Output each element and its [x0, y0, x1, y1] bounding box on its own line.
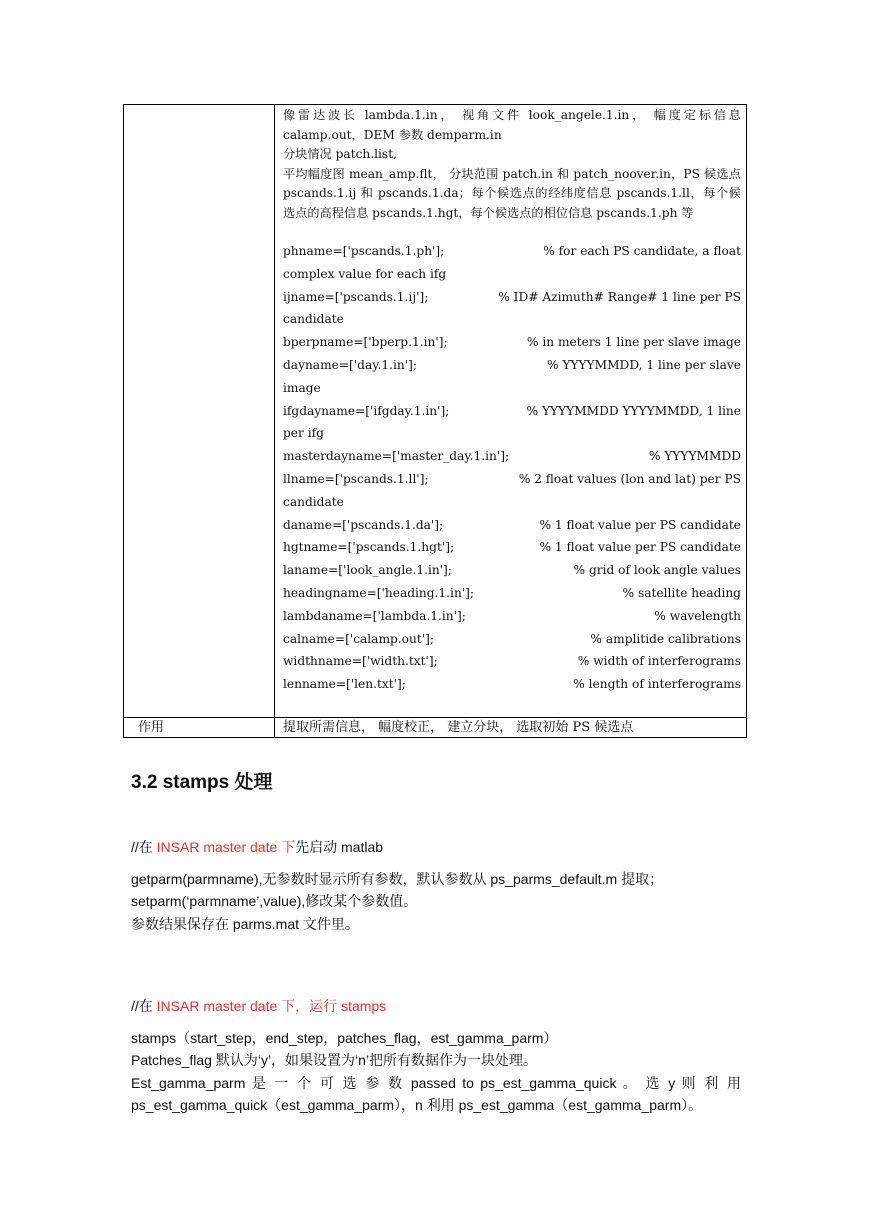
- code-comment: % satellite heading: [622, 585, 741, 600]
- code-comment-continuation: image: [283, 380, 321, 395]
- code-text: lenname=['len.txt'];: [283, 677, 406, 692]
- code-comment: % width of interferograms: [577, 654, 741, 669]
- code-comment-continuation: per ifg: [283, 426, 324, 441]
- code-line: [283, 582, 741, 605]
- setparm-line: setparm(‘parmname’,value),修改某个参数值。: [131, 893, 418, 909]
- code-comment-continuation: complex value for each ifg: [283, 266, 447, 281]
- stamps-call-line: stamps（start_step，end_step，patches_flag，est_gamma_parm）: [131, 1029, 558, 1046]
- info-table: [123, 104, 747, 738]
- code-comment: % 2 float values (lon and lat) per PS: [518, 471, 741, 486]
- code-comment: % YYYYMMDD: [648, 449, 741, 464]
- code-line: [283, 468, 741, 491]
- code-comment: % amplitide calibrations: [590, 631, 741, 646]
- role-label: 作用: [138, 720, 165, 735]
- code-text: widthname=['width.txt'];: [283, 654, 438, 669]
- code-line: [283, 650, 741, 673]
- code-text: lambdaname=['lambda.1.in'];: [283, 608, 466, 623]
- section-heading: 3.2 stamps 处理: [131, 772, 273, 793]
- instruction-heading: [131, 836, 741, 859]
- gamma-quick-line: ps_est_gamma_quick（est_gamma_parm），n 利用 ps_est_gamma（est_gamma_parm）。: [131, 1097, 703, 1113]
- code-line: [283, 559, 741, 582]
- code-line: [283, 286, 741, 309]
- code-line: [283, 536, 741, 559]
- code-comment-continuation: candidate: [283, 494, 344, 509]
- desc-line: 分块情况 patch.list,: [283, 147, 397, 161]
- code-text: phname=['pscands.1.ph'];: [283, 244, 445, 258]
- stamps-instructions: [131, 995, 741, 1117]
- table-description-cell: [283, 106, 741, 696]
- code-comment: % grid of look angle values: [573, 563, 741, 578]
- gamma-parm-line: Est_gamma_parm 是 一 个 可 选 参 数 passed to ps_est_gamma_quick 。 选 y 则 利 用: [131, 1074, 741, 1091]
- prefix-text: //在: [131, 998, 157, 1014]
- role-text: 提取所需信息， 幅度校正， 建立分块， 选取初始 PS 候选点: [283, 720, 634, 735]
- code-text: daname=['pscands.1.da'];: [283, 517, 444, 532]
- code-text: laname=['look_angle.1.in'];: [283, 563, 452, 578]
- code-comment: % in meters 1 line per slave image: [526, 335, 741, 350]
- code-text: ijname=['pscands.1.ij'];: [283, 289, 429, 304]
- table-left-column: [124, 105, 275, 737]
- code-line: [283, 240, 741, 263]
- code-comment: % YYYYMMDD, 1 line per slave: [546, 357, 741, 372]
- code-line: [283, 445, 741, 468]
- code-comment: % length of interferograms: [573, 677, 741, 692]
- code-comment: % 1 float value per PS candidate: [539, 540, 741, 555]
- code-text: hgtname=['pscands.1.hgt'];: [283, 540, 455, 555]
- code-line: [283, 354, 741, 377]
- desc-line: 平均幅度图 mean_amp.flt， 分块范围 patch.in 和 patch_noover.in，PS 候选点 pscands.1.ij 和 pscands.1.da；每个候选点的经纬度信息 pscands.1.ll，每个候选点的高程信息 pscands.1.hgt，每个候选点的相位信息 pscands.1.ph 等: [283, 166, 741, 220]
- code-text: calname=['calamp.out'];: [283, 631, 434, 646]
- getparm-line: getparm(parmname),无参数时显示所有参数，默认参数从 ps_parms_default.m 提取；: [131, 870, 664, 887]
- parms-file-line: 参数结果保存在 parms.mat 文件里。: [131, 915, 359, 932]
- suffix-text: 先启动 matlab: [295, 839, 384, 855]
- code-text: llname=['pscands.1.ll'];: [283, 471, 429, 486]
- instruction-heading: [131, 995, 741, 1018]
- highlight-text: INSAR master date 下，运行 stamps: [156, 998, 387, 1014]
- code-line: [283, 673, 741, 696]
- code-line: [283, 400, 741, 423]
- spacer: [283, 223, 741, 240]
- code-comment: % wavelength: [654, 608, 741, 623]
- code-text: headingname=['heading.1.in'];: [283, 585, 475, 600]
- matlab-instructions: [131, 836, 741, 935]
- patches-flag-line: Patches_flag 默认为‘y’，如果设置为‘n’把所有数据作为一块处理。: [131, 1052, 538, 1068]
- code-text: dayname=['day.1.in'];: [283, 357, 417, 372]
- code-text: bperpname=['bperp.1.in'];: [283, 335, 448, 350]
- code-comment: % 1 float value per PS candidate: [539, 517, 741, 532]
- code-comment: % ID# Azimuth# Range# 1 line per PS: [498, 289, 741, 304]
- highlight-text: INSAR master date 下: [156, 839, 296, 855]
- code-line: [283, 331, 741, 354]
- prefix-text: //在: [131, 839, 157, 855]
- code-line: [283, 514, 741, 537]
- code-line: [283, 628, 741, 651]
- code-line: [283, 605, 741, 628]
- code-comment: % for each PS candidate, a float: [543, 244, 741, 258]
- code-comment: % YYYYMMDD YYYYMMDD, 1 line: [526, 403, 741, 418]
- desc-line: 像雷达波长 lambda.1.in， 视角文件 look_angele.1.in， 幅度定标信息 calamp.out，DEM 参数 demparm.in: [283, 108, 741, 142]
- code-block: [283, 240, 741, 696]
- code-comment-continuation: candidate: [283, 312, 344, 327]
- code-text: ifgdayname=['ifgday.1.in'];: [283, 403, 450, 418]
- code-text: masterdayname=['master_day.1.in'];: [283, 449, 510, 464]
